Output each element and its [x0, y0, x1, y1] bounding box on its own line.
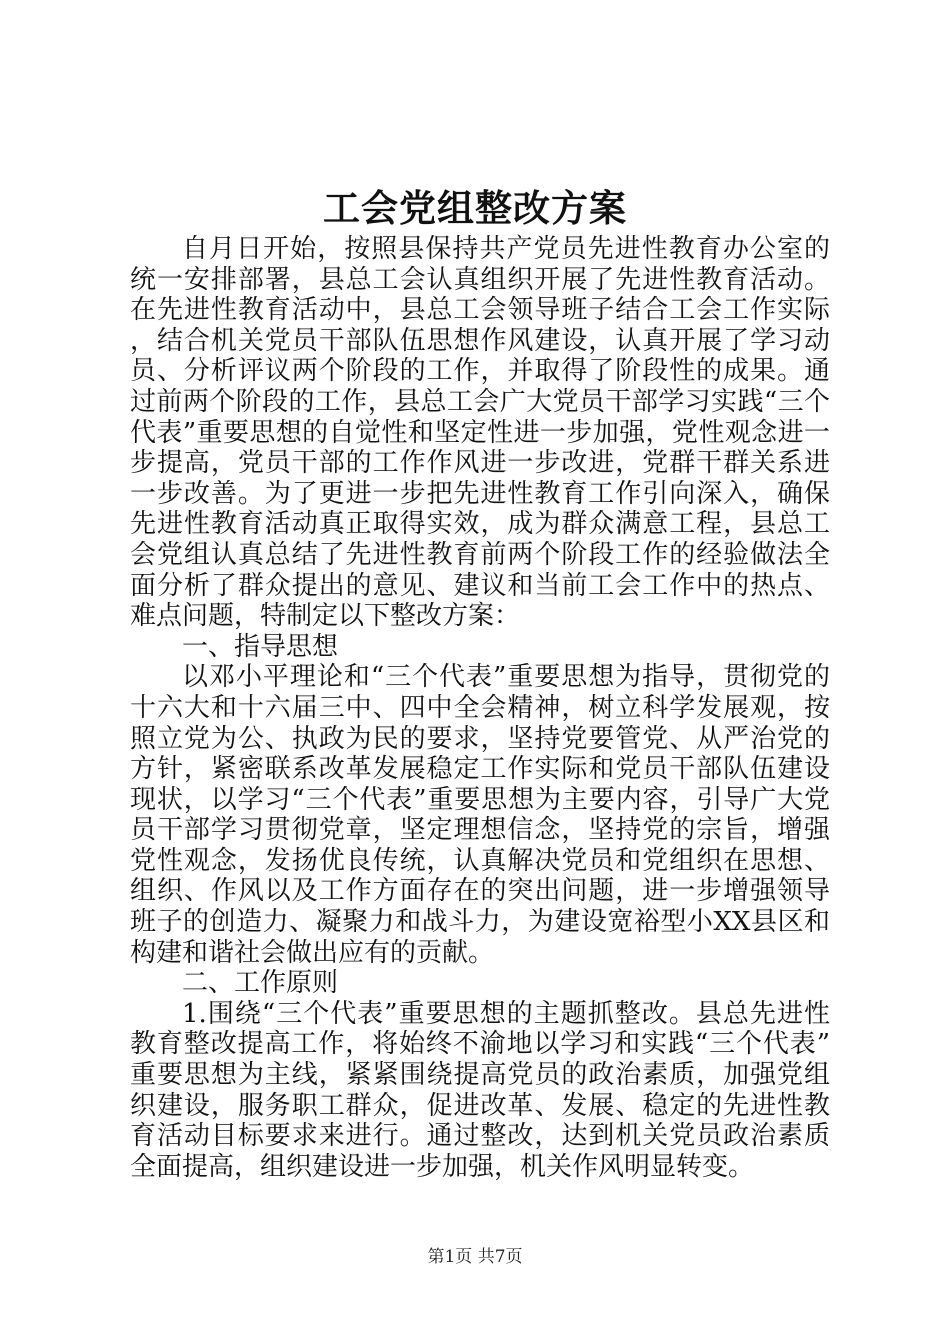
- document-title: 工会党组整改方案: [323, 186, 627, 230]
- work-principle-1-paragraph: 1.围绕“三个代表”重要思想的主题抓整改。县总先进性教育整改提高工作，将始终不渝地以学习和实践“三个代表”重要思想为主线，紧紧围绕提高党员的政治素质，加强党组织建设，服务职工群众，促进改革、发展、稳定的先进性教育活动目标要求来进行。通过整改，达到机关党员政治素质全面提高，组织建设进一步加强，机关作风明显转变。: [130, 998, 830, 1182]
- page-number-footer: 第1页 共7页: [427, 1247, 523, 1267]
- guiding-ideology-paragraph: 以邓小平理论和“三个代表”重要思想为指导，贯彻党的十六大和十六届三中、四中全会精神，树立科学发展观，按照立党为公、执政为民的要求，坚持党要管党、从严治党的方针，紧密联系改革发展稳定工作实际和党员干部队伍建设现状，以学习“三个代表”重要思想为主要内容，引导广大党员干部学习贯彻党章，坚定理想信念，坚持党的宗旨，增强党性观念，发扬优良传统，认真解决党员和党组织在思想、组织、作风以及工作方面存在的突出问题，进一步增强领导班子的创造力、凝聚力和战斗力，为建设宽裕型小XX县区和构建和谐社会做出应有的贡献。: [130, 662, 830, 968]
- intro-paragraph: 自月日开始，按照县保持共产党员先进性教育办公室的统一安排部署，县总工会认真组织开展了先进性教育活动。在先进性教育活动中，县总工会领导班子结合工会工作实际，结合机关党员干部队伍思想作风建设，认真开展了学习动员、分析评议两个阶段的工作，并取得了阶段性的成果。通过前两个阶段的工作，县总工会广大党员干部学习实践“三个代表”重要思想的自觉性和坚定性进一步加强，党性观念进一步提高，党员干部的工作作风进一步改进，党群干群关系进一步改善。为了更进一步把先进性教育工作引向深入，确保先进性教育活动真正取得实效，成为群众满意工程，县总工会党组认真总结了先进性教育前两个阶段工作的经验做法全面分析了群众提出的意见、建议和当前工会工作中的热点、难点问题，特制定以下整改方案：: [130, 234, 830, 632]
- section-heading-guiding-ideology: 一、指导思想: [182, 631, 339, 662]
- document-body: [130, 234, 830, 1182]
- section-heading-work-principles: 二、工作原则: [182, 968, 339, 999]
